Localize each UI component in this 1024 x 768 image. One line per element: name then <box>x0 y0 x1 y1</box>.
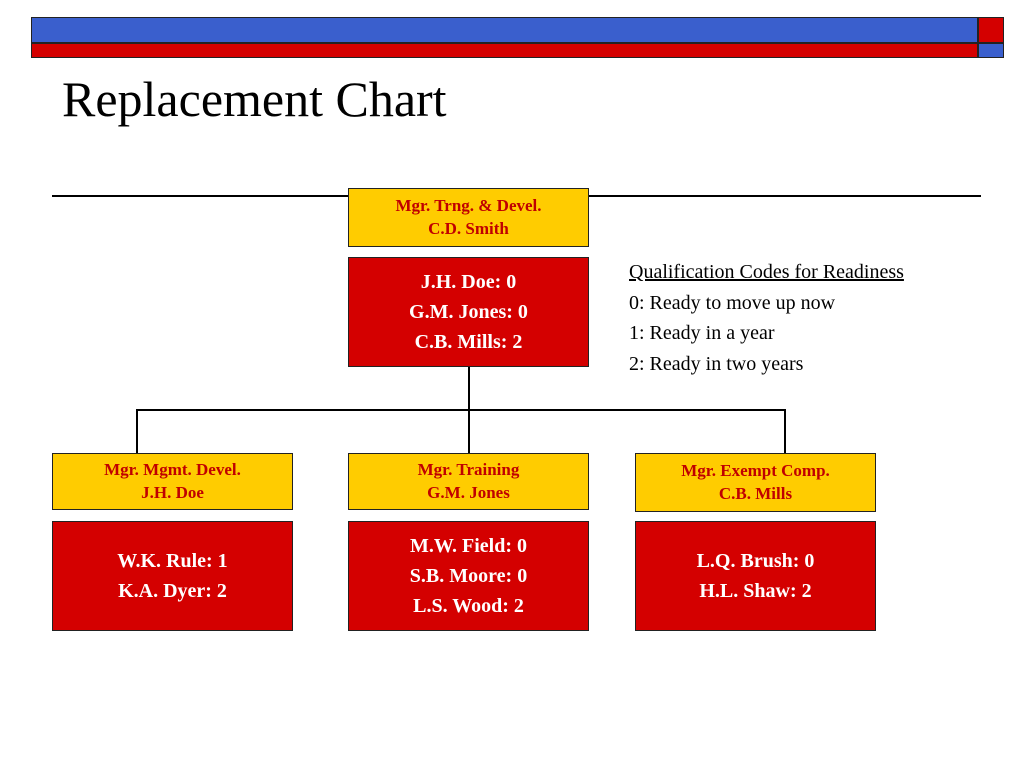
candidate-entry: W.K. Rule: 1 <box>117 550 228 572</box>
position-title: Mgr. Mgmt. Devel. <box>104 460 241 480</box>
position-title: Mgr. Exempt Comp. <box>681 461 830 481</box>
position-holder: J.H. Doe <box>141 482 204 502</box>
readiness-legend <box>629 257 904 379</box>
position-holder: C.B. Mills <box>718 483 793 503</box>
title-rule-left <box>52 195 348 197</box>
candidates-box-training <box>348 521 589 631</box>
candidate-entry: C.B. Mills: 2 <box>414 331 523 353</box>
header-square-red <box>978 17 1004 43</box>
candidate-entry: L.Q. Brush: 0 <box>696 550 815 572</box>
top-position-holder: C.D. Smith <box>428 218 509 238</box>
top-candidates-box <box>348 257 589 367</box>
header-square-blue <box>978 43 1004 58</box>
legend-item: 2: Ready in two years <box>629 352 804 375</box>
position-box-training <box>348 453 589 510</box>
candidate-entry: K.A. Dyer: 2 <box>118 580 227 602</box>
legend-heading: Qualification Codes for Readiness <box>629 261 904 283</box>
candidate-entry: L.S. Wood: 2 <box>413 595 524 617</box>
connector-drop-right <box>784 409 786 453</box>
top-position-title: Mgr. Trng. & Devel. <box>395 196 542 216</box>
candidates-box-exempt-comp <box>635 521 876 631</box>
header-bar-red <box>31 43 978 58</box>
header-bar-blue <box>31 17 978 43</box>
top-position-box <box>348 188 589 247</box>
candidate-entry: J.H. Doe: 0 <box>420 271 517 293</box>
legend-item: 0: Ready to move up now <box>629 291 836 314</box>
legend-item: 1: Ready in a year <box>629 322 775 344</box>
candidate-entry: G.M. Jones: 0 <box>409 301 528 323</box>
candidate-entry: H.L. Shaw: 2 <box>699 580 812 602</box>
position-title: Mgr. Training <box>417 460 520 480</box>
candidate-entry: S.B. Moore: 0 <box>409 565 528 587</box>
page-title: Replacement Chart <box>62 71 447 127</box>
connector-drop-left <box>136 409 138 453</box>
title-rule-right <box>588 195 981 197</box>
position-box-exempt-comp <box>635 453 876 512</box>
connector-crossbar <box>136 409 786 411</box>
position-box-mgmt-devel <box>52 453 293 510</box>
position-holder: G.M. Jones <box>427 482 510 502</box>
candidate-entry: M.W. Field: 0 <box>409 535 528 557</box>
candidates-box-mgmt-devel <box>52 521 293 631</box>
